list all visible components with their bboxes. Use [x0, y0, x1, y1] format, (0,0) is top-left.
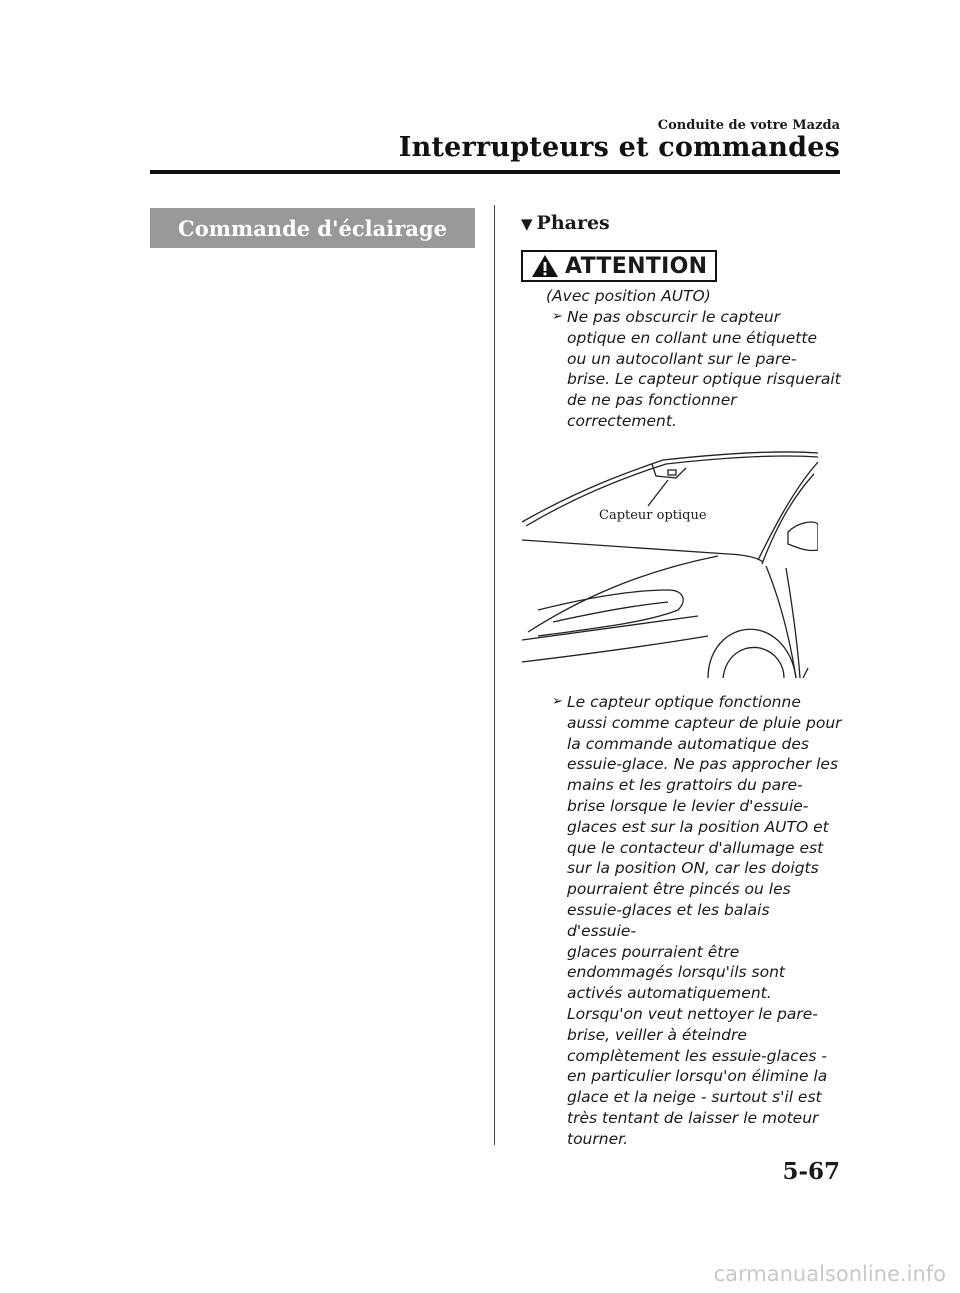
warning-icon	[531, 254, 559, 278]
arrow-bullet-icon: ➢	[552, 309, 563, 324]
section-heading-box	[150, 208, 475, 248]
column-divider	[494, 205, 495, 1145]
section-heading: Commande d'éclairage	[178, 215, 447, 241]
diagram-label: Capteur optique	[599, 508, 707, 523]
bullet-text: Ne pas obscurcir le capteur optique en collant une étiquette ou un autocollant sur le pare- brise. Le capteur optique risquerait de ne pas fonctionner correctement.	[567, 308, 841, 430]
bullet-item	[552, 307, 842, 432]
watermark: carmanualsonline.info	[713, 1262, 946, 1286]
windshield-diagram	[518, 440, 818, 678]
arrow-bullet-icon: ➢	[552, 694, 563, 709]
phares-heading	[521, 212, 610, 234]
page-number: 5-67	[782, 1158, 840, 1185]
triangle-down-icon: ▼	[521, 215, 533, 233]
bullet-text: Le capteur optique fonctionne aussi comme capteur de pluie pour la commande automatique des essuie-glace. Ne pas approcher les mains et les grattoirs du pare- brise lorsque le levier d'essuie- glaces est sur la position AUTO et que le contacteur d'allumage est sur la position ON, car les doigts pourraient être pincés ou les essuie-glaces et les balais d'essuie- glaces pourraient être endommagés lorsqu'ils sont activés automatiquement. Lorsqu'on veut nettoyer le pare- brise, veiller à éteindre complètement les essuie-glaces - en particulier lorsqu'on élimine la glace et la neige - surtout s'il est très tentant de laisser le moteur tourner.	[567, 693, 842, 1148]
attention-label: ATTENTION	[565, 253, 708, 279]
bullet-item	[552, 692, 842, 1150]
subheading: (Avec position AUTO)	[546, 287, 711, 305]
attention-box	[521, 250, 717, 282]
header-rule	[150, 170, 840, 174]
page-title: Interrupteurs et commandes	[398, 132, 840, 163]
phares-heading-text: Phares	[536, 212, 610, 234]
chapter-title: Conduite de votre Mazda	[657, 118, 840, 133]
